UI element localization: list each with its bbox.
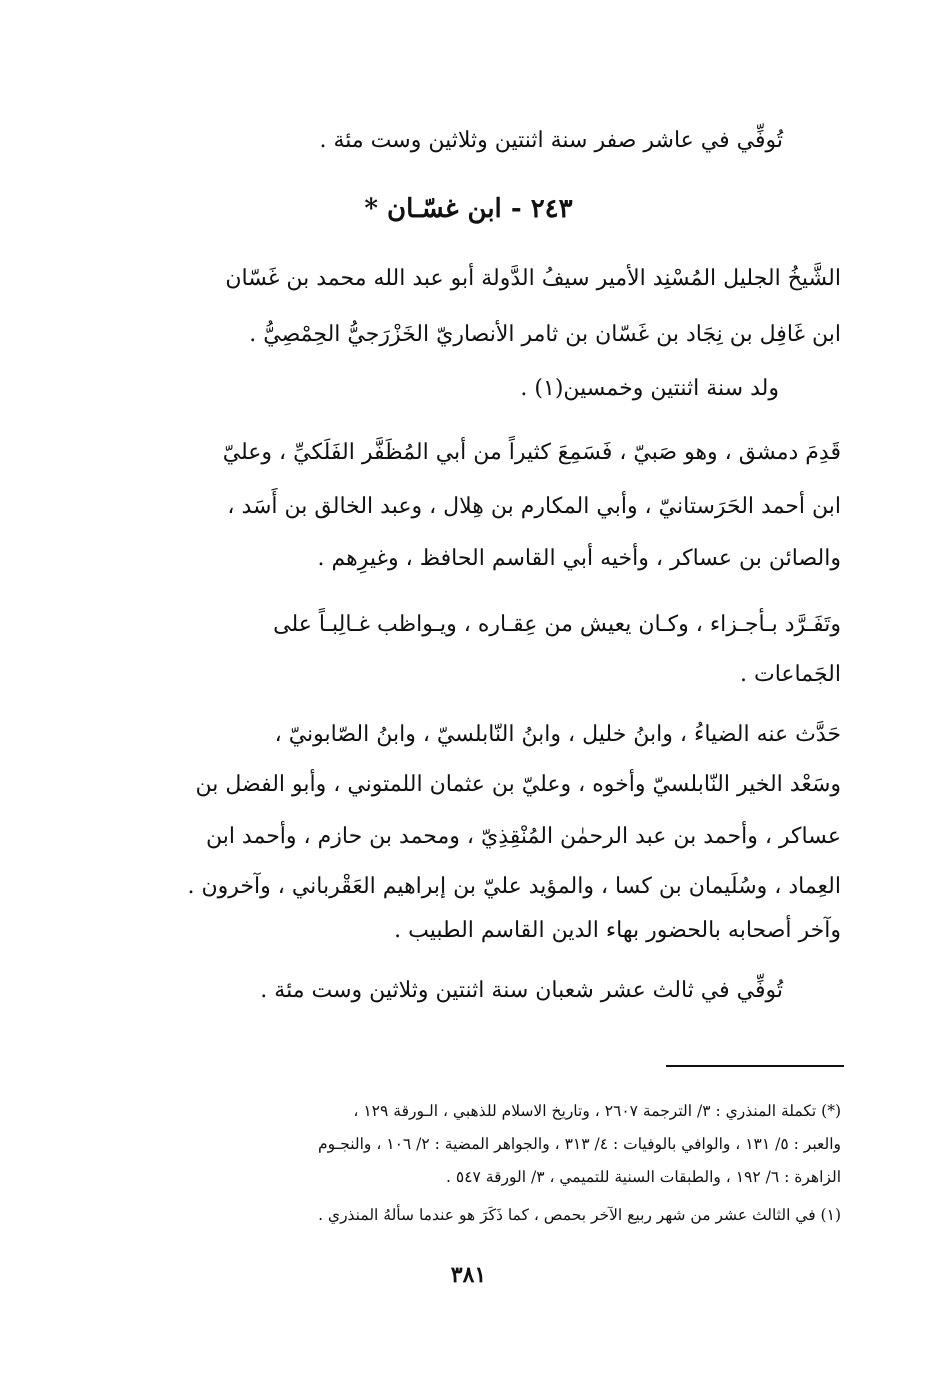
intro-line: تُوفِّي في عاشر صفر سنة اثنتين وثلاثين وست مئة . [319,128,783,153]
paragraph-1-line-1: الشَّيخُ الجليل المُسْنِد الأمير سيفُ الدَّولة أبو عبد الله محمد بن غَسّان [225,266,841,291]
paragraph-6-line-1: تُوفِّي في ثالث عشر شعبان سنة اثنتين وثلاثين وست مئة . [260,978,783,1003]
paragraph-2-line-1: ولد سنة اثنتين وخمسين(١) . [520,376,779,401]
footnote-line-4: (١) في الثالث عشر من شهر ربيع الآخر بحمص ، كما ذَكَرَ هو عندما سألهُ المنذري . [318,1206,841,1224]
footnote-line-2: والعبر : ٥/ ١٣١ ، والوافي بالوفيات : ٤/ ٣١٣ ، والجواهر المضية : ٢/ ١٠٦ ، والنجـوم [318,1135,841,1153]
page-number: ٣٨١ [450,1262,487,1288]
paragraph-3-line-3: والصائن بن عساكر ، وأخيه أبي القاسم الحافظ ، وغيرِهم . [317,546,841,571]
entry-heading: ٢٤٣ - ابن غسّـان * [364,194,573,224]
paragraph-5-line-5: وآخر أصحابه بالحضور بهاء الدين القاسم الطبيب . [394,918,841,943]
paragraph-5-line-2: وسَعْد الخير النّابلسيّ وأخوه ، وعليّ بن عثمان اللمتوني ، وأبو الفضل بن [195,772,841,797]
paragraph-1-line-2: ابن غَافِل بن نِجَاد بن غَسّان بن ثامر الأنصاريّ الخَزْرَجيُّ الحِمْصِيُّ . [249,322,841,347]
paragraph-3-line-2: ابن أحمد الحَرَستانيّ ، وأبي المكارم بن هِلال ، وعبد الخالق بن أَسَد ، [227,494,841,519]
footnote-line-3: الزاهرة : ٦/ ١٩٢ ، والطبقات السنية للتميمي ، ٣/ الورقة ٥٤٧ . [446,1168,841,1186]
footnote-separator [666,1065,844,1067]
footnote-line-1: (*) تكملة المنذري : ٣/ الترجمة ٢٦٠٧ ، وتاريخ الاسلام للذهبي ، الـورقة ١٢٩ ، [353,1102,841,1120]
paragraph-4-line-2: الجَماعات . [740,662,841,687]
paragraph-3-line-1: قَدِمَ دمشق ، وهو صَبيّ ، فَسَمِعَ كثيراً من أبي المُظَفَّر الفَلَكيِّ ، وعليّ [222,440,841,465]
paragraph-5-line-3: عساكر ، وأحمد بن عبد الرحمٰن المُنْقِذِيّ ، ومحمد بن حازم ، وأحمد ابن [205,824,841,849]
paragraph-5-line-4: العِماد ، وسُلَيمان بن كسا ، والمؤيد عليّ بن إبراهيم العَقْرباني ، وآخرون . [187,874,841,899]
paragraph-5-line-1: حَدَّث عنه الضياءُ ، وابنُ خليل ، وابنُ النّابلسيّ ، وابنُ الصّابونيّ ، [274,722,841,747]
paragraph-4-line-1: وتَفَـرَّد بـأجـزاء ، وكـان يعيش من عِقـاره ، ويـواظب غـالِبـاً على [273,612,841,637]
